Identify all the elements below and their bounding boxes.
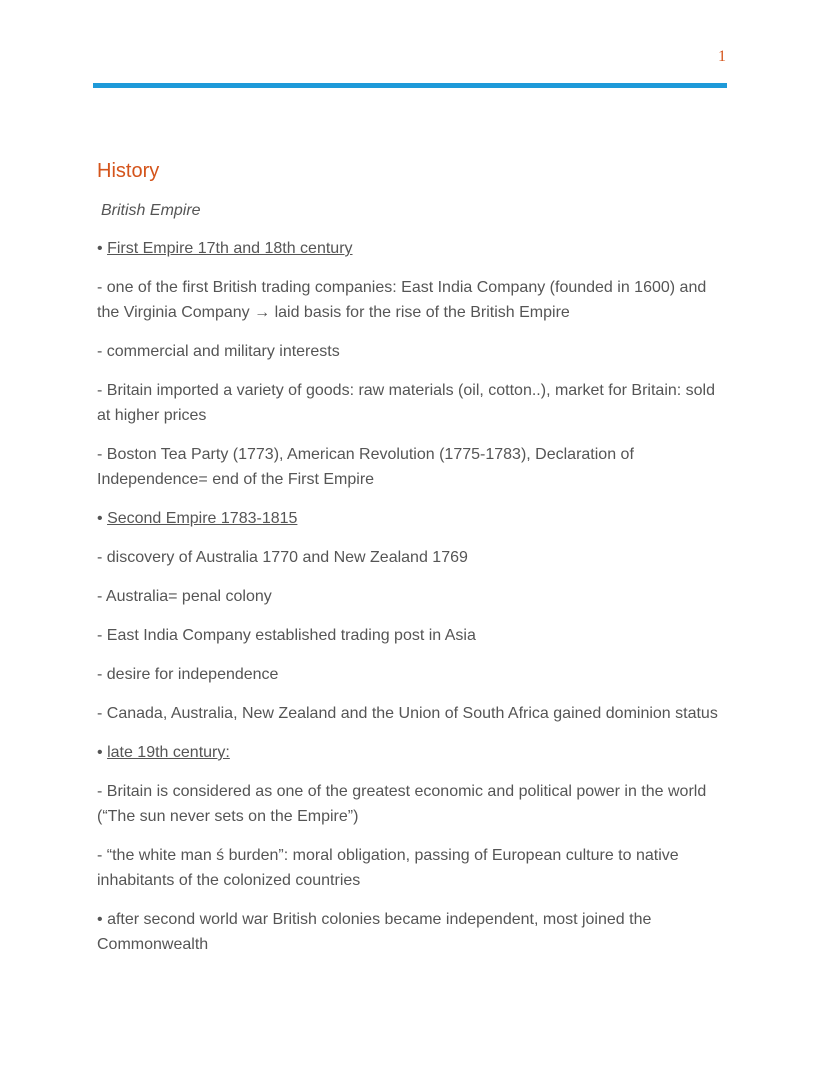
section-subtitle: British Empire [101, 202, 201, 219]
bullet-icon: • [97, 510, 103, 527]
bullet-icon: • [97, 744, 103, 761]
list-item: - commercial and military interests [97, 343, 340, 360]
list-item: - desire for independence [97, 666, 279, 683]
list-item: - Britain is considered as one of the greatest economic and political power in the world (“The sun never sets on the Empire”) [97, 783, 707, 825]
heading-text: Second Empire 1783-1815 [107, 510, 298, 527]
list-item: - Australia= penal colony [97, 588, 272, 605]
heading-text: First Empire 17th and 18th century [107, 240, 353, 257]
header-rule [93, 83, 727, 88]
list-item: - Canada, Australia, New Zealand and the Union of South Africa gained dominion status [97, 705, 718, 722]
document-body [97, 158, 727, 971]
bullet-closing [97, 907, 727, 957]
list-item: - discovery of Australia 1770 and New Zealand 1769 [97, 549, 468, 566]
heading-text: late 19th century: [107, 744, 230, 761]
bullet-heading-second-empire [97, 506, 727, 531]
list-item: - Boston Tea Party (1773), American Revolution (1775-1783), Declaration of Independence= end of the First Empire [97, 446, 634, 488]
bullet-heading-first-empire [97, 236, 727, 261]
list-item: - one of the first British trading companies: East India Company (founded in 1600) and the Virginia Company → laid basis for the rise of the British Empire [97, 279, 707, 321]
list-item: - East India Company established trading post in Asia [97, 627, 476, 644]
list-item: - Britain imported a variety of goods: raw materials (oil, cotton..), market for Britain: sold at higher prices [97, 382, 716, 424]
bullet-icon: • [97, 911, 103, 928]
bullet-heading-late-19th-century [97, 740, 727, 765]
list-item: - “the white man ś burden”: moral obligation, passing of European culture to native inhabitants of the colonized countries [97, 847, 679, 889]
page-title: History [97, 160, 160, 182]
closing-text: after second world war British colonies became independent, most joined the Commonwealth [97, 911, 652, 953]
bullet-icon: • [97, 240, 103, 257]
page-number: 1 [718, 48, 726, 65]
